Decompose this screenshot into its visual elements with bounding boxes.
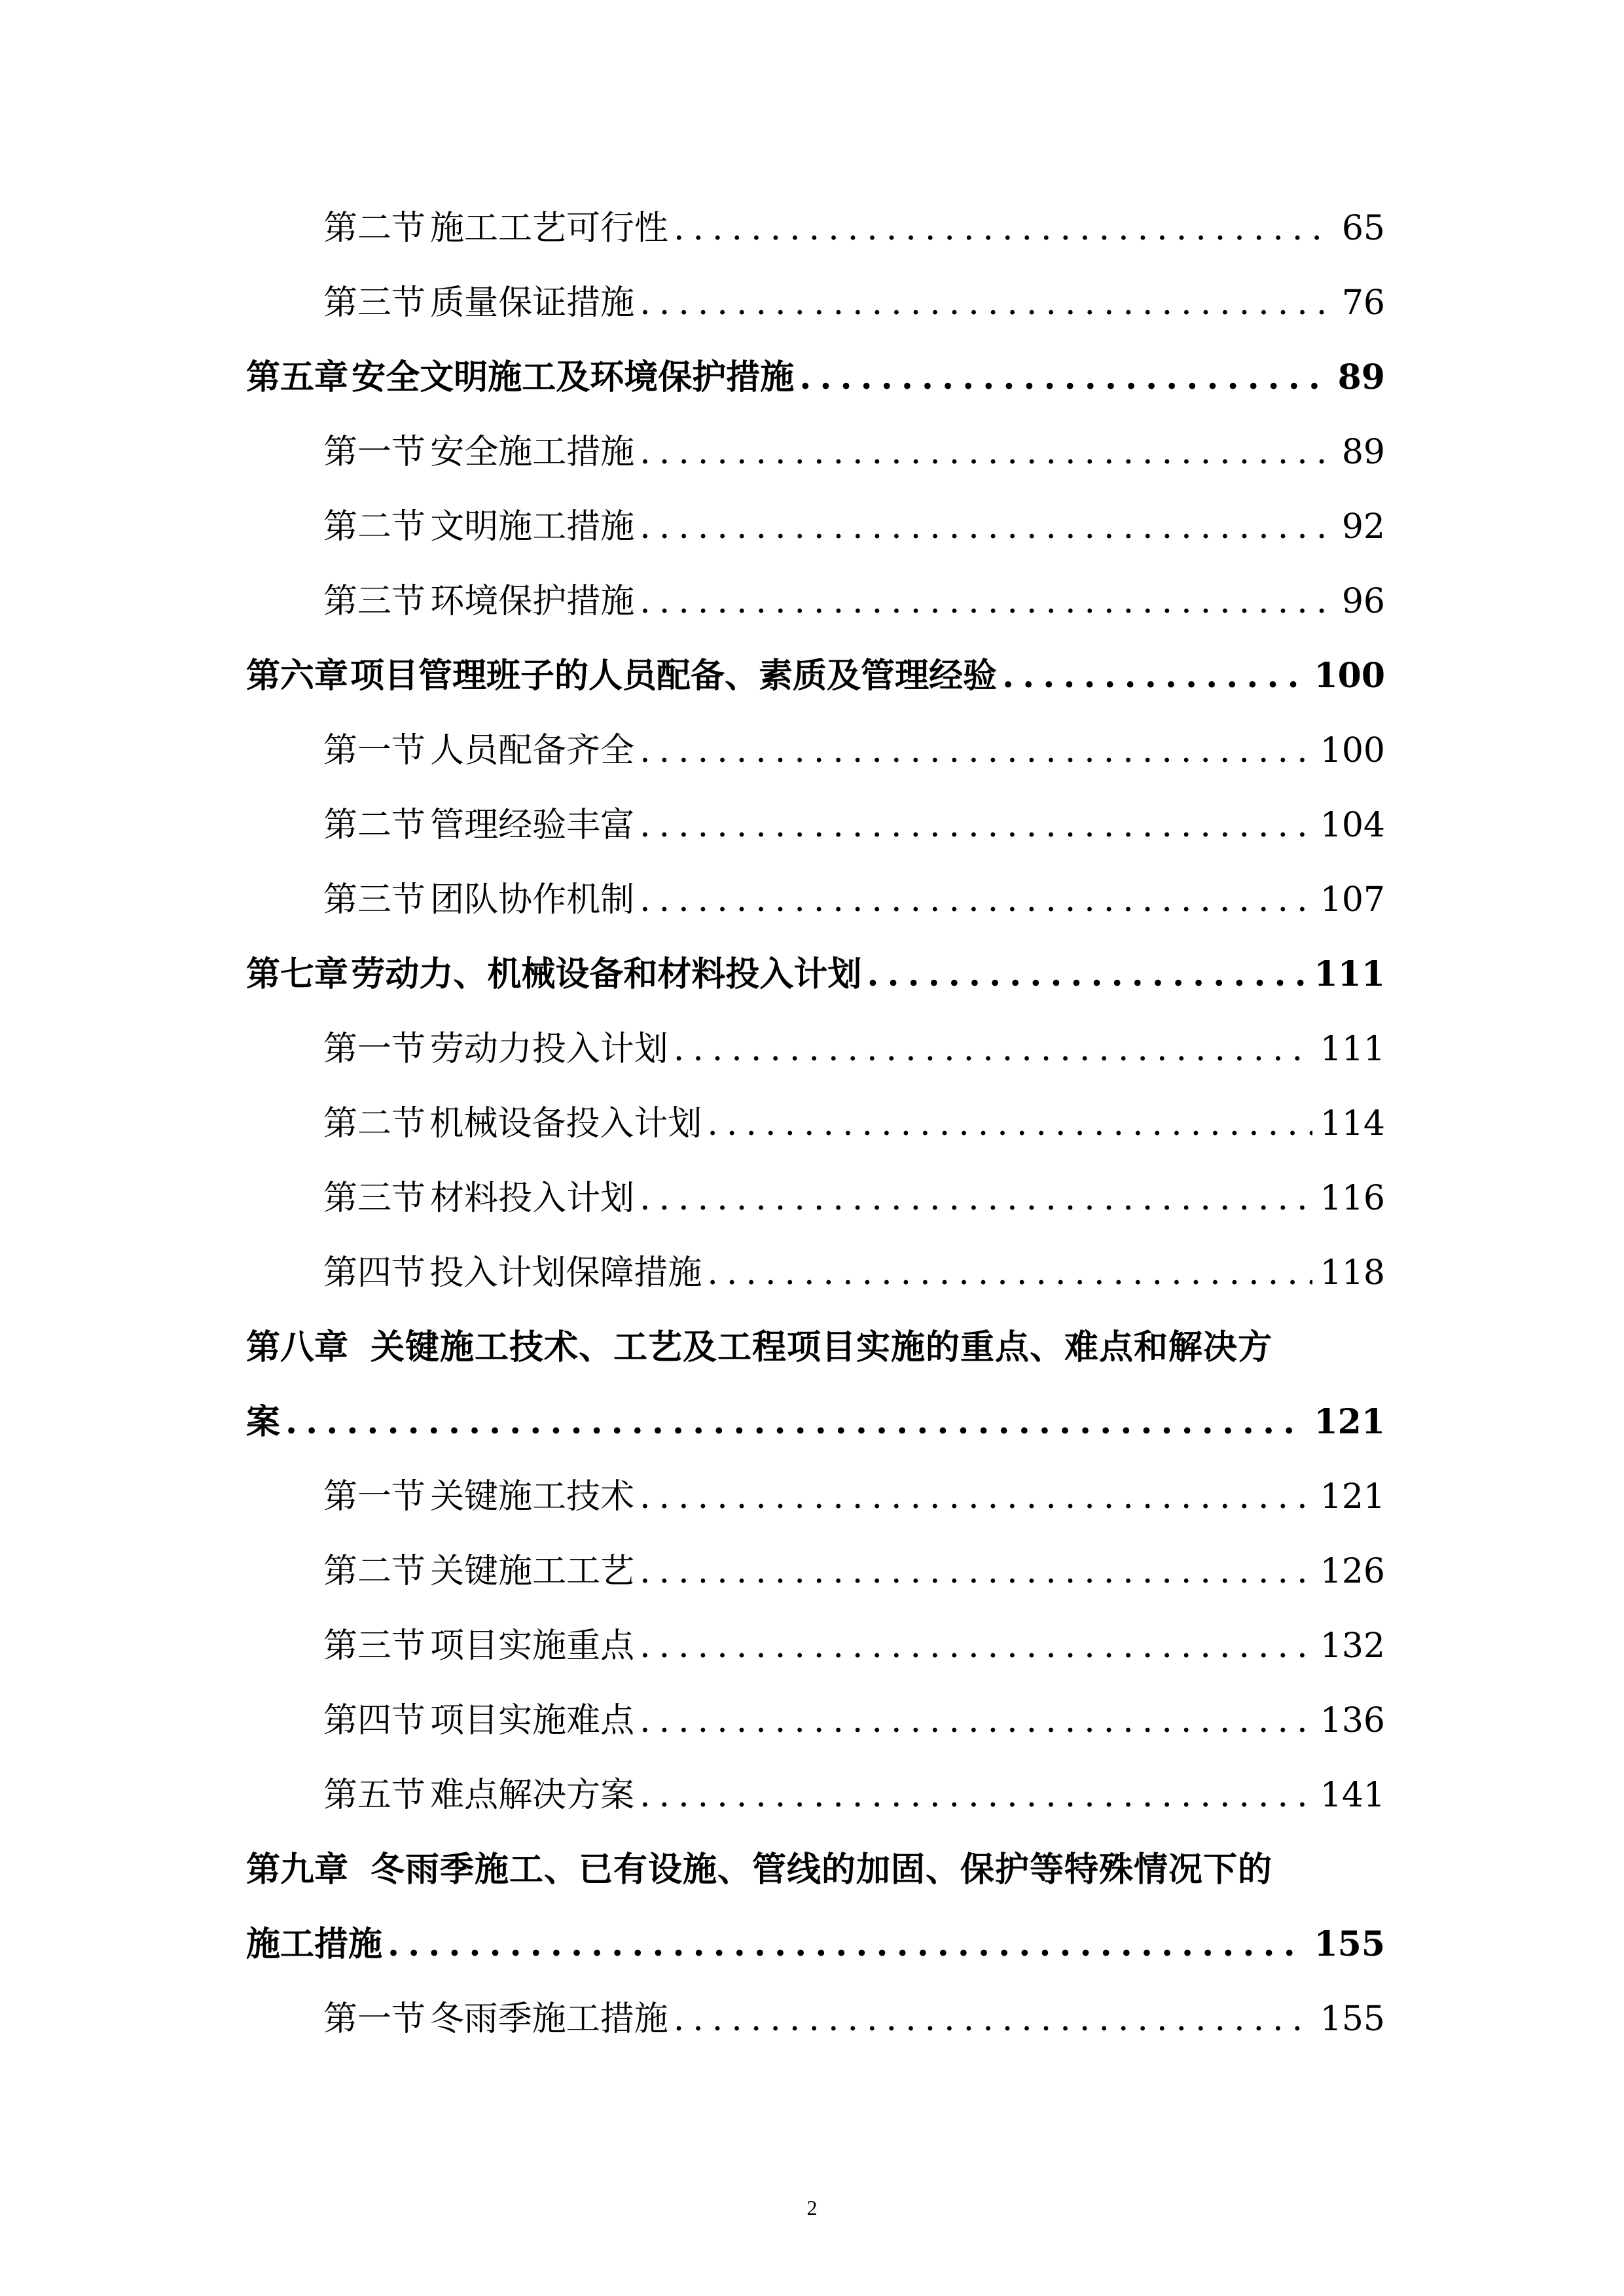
toc-page-number: 107 — [1320, 880, 1385, 920]
toc-section-row[interactable] — [246, 1683, 1385, 1758]
toc-entry-title: 冬雨季施工措施 — [429, 2000, 668, 2039]
toc-page-number: 155 — [1314, 1924, 1385, 1964]
toc-page-number: 104 — [1320, 806, 1385, 845]
toc-entry-title: 施工工艺可行性 — [429, 209, 668, 248]
toc-page-number: 114 — [1320, 1104, 1385, 1143]
toc-entry-title: 冬雨季施工、已有设施、管线的加固、保护等特殊情况下的 — [370, 1850, 1273, 1890]
toc-page-number: 121 — [1314, 1402, 1385, 1442]
toc-entry-label: 第三节 — [323, 283, 426, 323]
dot-leader — [640, 713, 1312, 788]
dot-leader — [640, 1460, 1312, 1534]
dot-leader — [1002, 639, 1306, 713]
dot-leader — [674, 1012, 1312, 1086]
toc-section-row[interactable] — [246, 1460, 1385, 1534]
toc-entry-label: 第一节 — [323, 2000, 426, 2039]
toc-entry-label: 第九章 — [246, 1850, 349, 1890]
toc-page-number: 116 — [1320, 1179, 1385, 1218]
toc-entry-label: 第一节 — [323, 433, 426, 472]
toc-entry-title: 文明施工措施 — [430, 507, 635, 547]
toc-section-row[interactable] — [246, 1982, 1385, 2056]
toc-entry-label: 第二节 — [323, 1552, 426, 1591]
toc-page-number: 111 — [1314, 954, 1385, 994]
toc-section-row[interactable] — [246, 490, 1385, 564]
toc-entry-label: 第三节 — [323, 1179, 426, 1218]
toc-page-number: 76 — [1341, 283, 1385, 323]
toc-entry-label: 第一节 — [323, 1477, 426, 1516]
toc-section-row[interactable] — [246, 1012, 1385, 1086]
toc-entry-title: 关键施工工艺 — [430, 1552, 635, 1591]
toc-entry-title: 难点解决方案 — [430, 1776, 635, 1815]
toc-entry-label: 第二节 — [323, 507, 426, 547]
toc-chapter-row[interactable] — [246, 340, 1385, 415]
toc-entry-label: 第三节 — [323, 1626, 426, 1666]
dot-leader — [640, 490, 1334, 564]
toc-section-row[interactable] — [246, 1161, 1385, 1236]
dot-leader — [640, 564, 1334, 639]
toc-section-row[interactable] — [246, 1758, 1385, 1833]
toc-chapter-row-continued[interactable] — [246, 1907, 1385, 1982]
toc-chapter-row[interactable] — [246, 1833, 1385, 1907]
toc-entry-title: 劳动力、机械设备和材料投入计划 — [351, 954, 862, 994]
toc-section-row[interactable] — [246, 1086, 1385, 1161]
toc-entry-label: 第一节 — [323, 1030, 426, 1069]
toc-entry-title: 项目管理班子的人员配备、素质及管理经验 — [350, 656, 998, 696]
toc-section-row[interactable] — [246, 1609, 1385, 1683]
toc-chapter-row[interactable] — [246, 1310, 1385, 1385]
toc-entry-label: 第七章 — [246, 954, 349, 994]
toc-page-number: 89 — [1341, 433, 1385, 472]
toc-entry-title: 管理经验丰富 — [430, 806, 635, 845]
dot-leader — [674, 191, 1334, 266]
dot-leader — [640, 1161, 1312, 1236]
toc-page-number: 141 — [1320, 1776, 1385, 1815]
toc-entry-label: 第五章 — [246, 357, 349, 397]
toc-entry-title: 安全施工措施 — [430, 433, 635, 472]
toc-entry-title-continued: 施工措施 — [246, 1924, 383, 1964]
dot-leader — [640, 788, 1312, 863]
toc-entry-title: 材料投入计划 — [430, 1179, 635, 1218]
toc-entry-label: 第三节 — [323, 582, 426, 621]
toc-page-number: 121 — [1320, 1477, 1385, 1516]
dot-leader — [640, 1534, 1312, 1609]
toc-page-number: 65 — [1341, 209, 1385, 248]
toc-entry-title: 劳动力投入计划 — [429, 1030, 668, 1069]
dot-leader — [640, 1758, 1312, 1833]
toc-entry-title: 关键施工技术 — [430, 1477, 635, 1516]
toc-section-row[interactable] — [246, 1236, 1385, 1310]
toc-section-row[interactable] — [246, 863, 1385, 937]
toc-entry-title: 投入计划保障措施 — [429, 1253, 702, 1293]
toc-page-number: 89 — [1337, 357, 1385, 397]
toc-page-number: 111 — [1320, 1030, 1385, 1069]
dot-leader — [707, 1086, 1312, 1161]
toc-page-number: 136 — [1320, 1701, 1385, 1740]
toc-section-row[interactable] — [246, 266, 1385, 340]
toc-entry-title: 团队协作机制 — [430, 880, 635, 920]
toc-page-number: 100 — [1320, 731, 1385, 770]
toc-entry-label: 第六章 — [246, 656, 349, 696]
dot-leader — [640, 266, 1334, 340]
toc-entry-title: 关键施工技术、工艺及工程项目实施的重点、难点和解决方 — [370, 1327, 1273, 1367]
toc-page-number: 92 — [1341, 507, 1385, 547]
toc-section-row[interactable] — [246, 788, 1385, 863]
toc-page-number: 132 — [1320, 1626, 1385, 1666]
page-footer-number: 2 — [806, 2196, 818, 2219]
toc-section-row[interactable] — [246, 713, 1385, 788]
toc-entry-title: 项目实施难点 — [430, 1701, 635, 1740]
toc-page-number: 126 — [1320, 1552, 1385, 1591]
dot-leader — [285, 1385, 1306, 1460]
table-of-contents — [246, 191, 1385, 2056]
toc-entry-title: 安全文明施工及环境保护措施 — [352, 357, 795, 397]
toc-section-row[interactable] — [246, 564, 1385, 639]
toc-page-number: 118 — [1320, 1253, 1385, 1293]
toc-page-number: 100 — [1314, 656, 1385, 696]
toc-chapter-row[interactable] — [246, 639, 1385, 713]
toc-entry-label: 第二节 — [323, 806, 426, 845]
toc-entry-label: 第八章 — [246, 1327, 349, 1367]
dot-leader — [640, 1609, 1312, 1683]
toc-section-row[interactable] — [246, 191, 1385, 266]
toc-entry-label: 第二节 — [323, 1104, 426, 1143]
toc-entry-title: 机械设备投入计划 — [429, 1104, 702, 1143]
toc-entry-label: 第二节 — [323, 209, 426, 248]
toc-entry-title: 环境保护措施 — [430, 582, 635, 621]
dot-leader — [799, 340, 1329, 415]
toc-section-row[interactable] — [246, 415, 1385, 490]
toc-chapter-row-continued[interactable] — [246, 1385, 1385, 1460]
toc-section-row[interactable] — [246, 1534, 1385, 1609]
toc-page-number: 155 — [1320, 2000, 1385, 2039]
toc-entry-title-continued: 案 — [246, 1402, 281, 1442]
toc-entry-label: 第四节 — [323, 1253, 426, 1293]
dot-leader — [707, 1236, 1312, 1310]
dot-leader — [674, 1982, 1312, 2056]
toc-entry-label: 第五节 — [323, 1776, 426, 1815]
toc-entry-title: 质量保证措施 — [430, 283, 635, 323]
dot-leader — [640, 415, 1334, 490]
toc-chapter-row[interactable] — [246, 937, 1385, 1012]
toc-entry-title: 人员配备齐全 — [430, 731, 635, 770]
toc-entry-title: 项目实施重点 — [430, 1626, 635, 1666]
toc-entry-label: 第一节 — [323, 731, 426, 770]
dot-leader — [640, 863, 1312, 937]
dot-leader — [867, 937, 1306, 1012]
toc-entry-label: 第三节 — [323, 880, 426, 920]
dot-leader — [388, 1907, 1306, 1982]
toc-page-number: 96 — [1341, 582, 1385, 621]
toc-entry-label: 第四节 — [323, 1701, 426, 1740]
dot-leader — [640, 1683, 1312, 1758]
